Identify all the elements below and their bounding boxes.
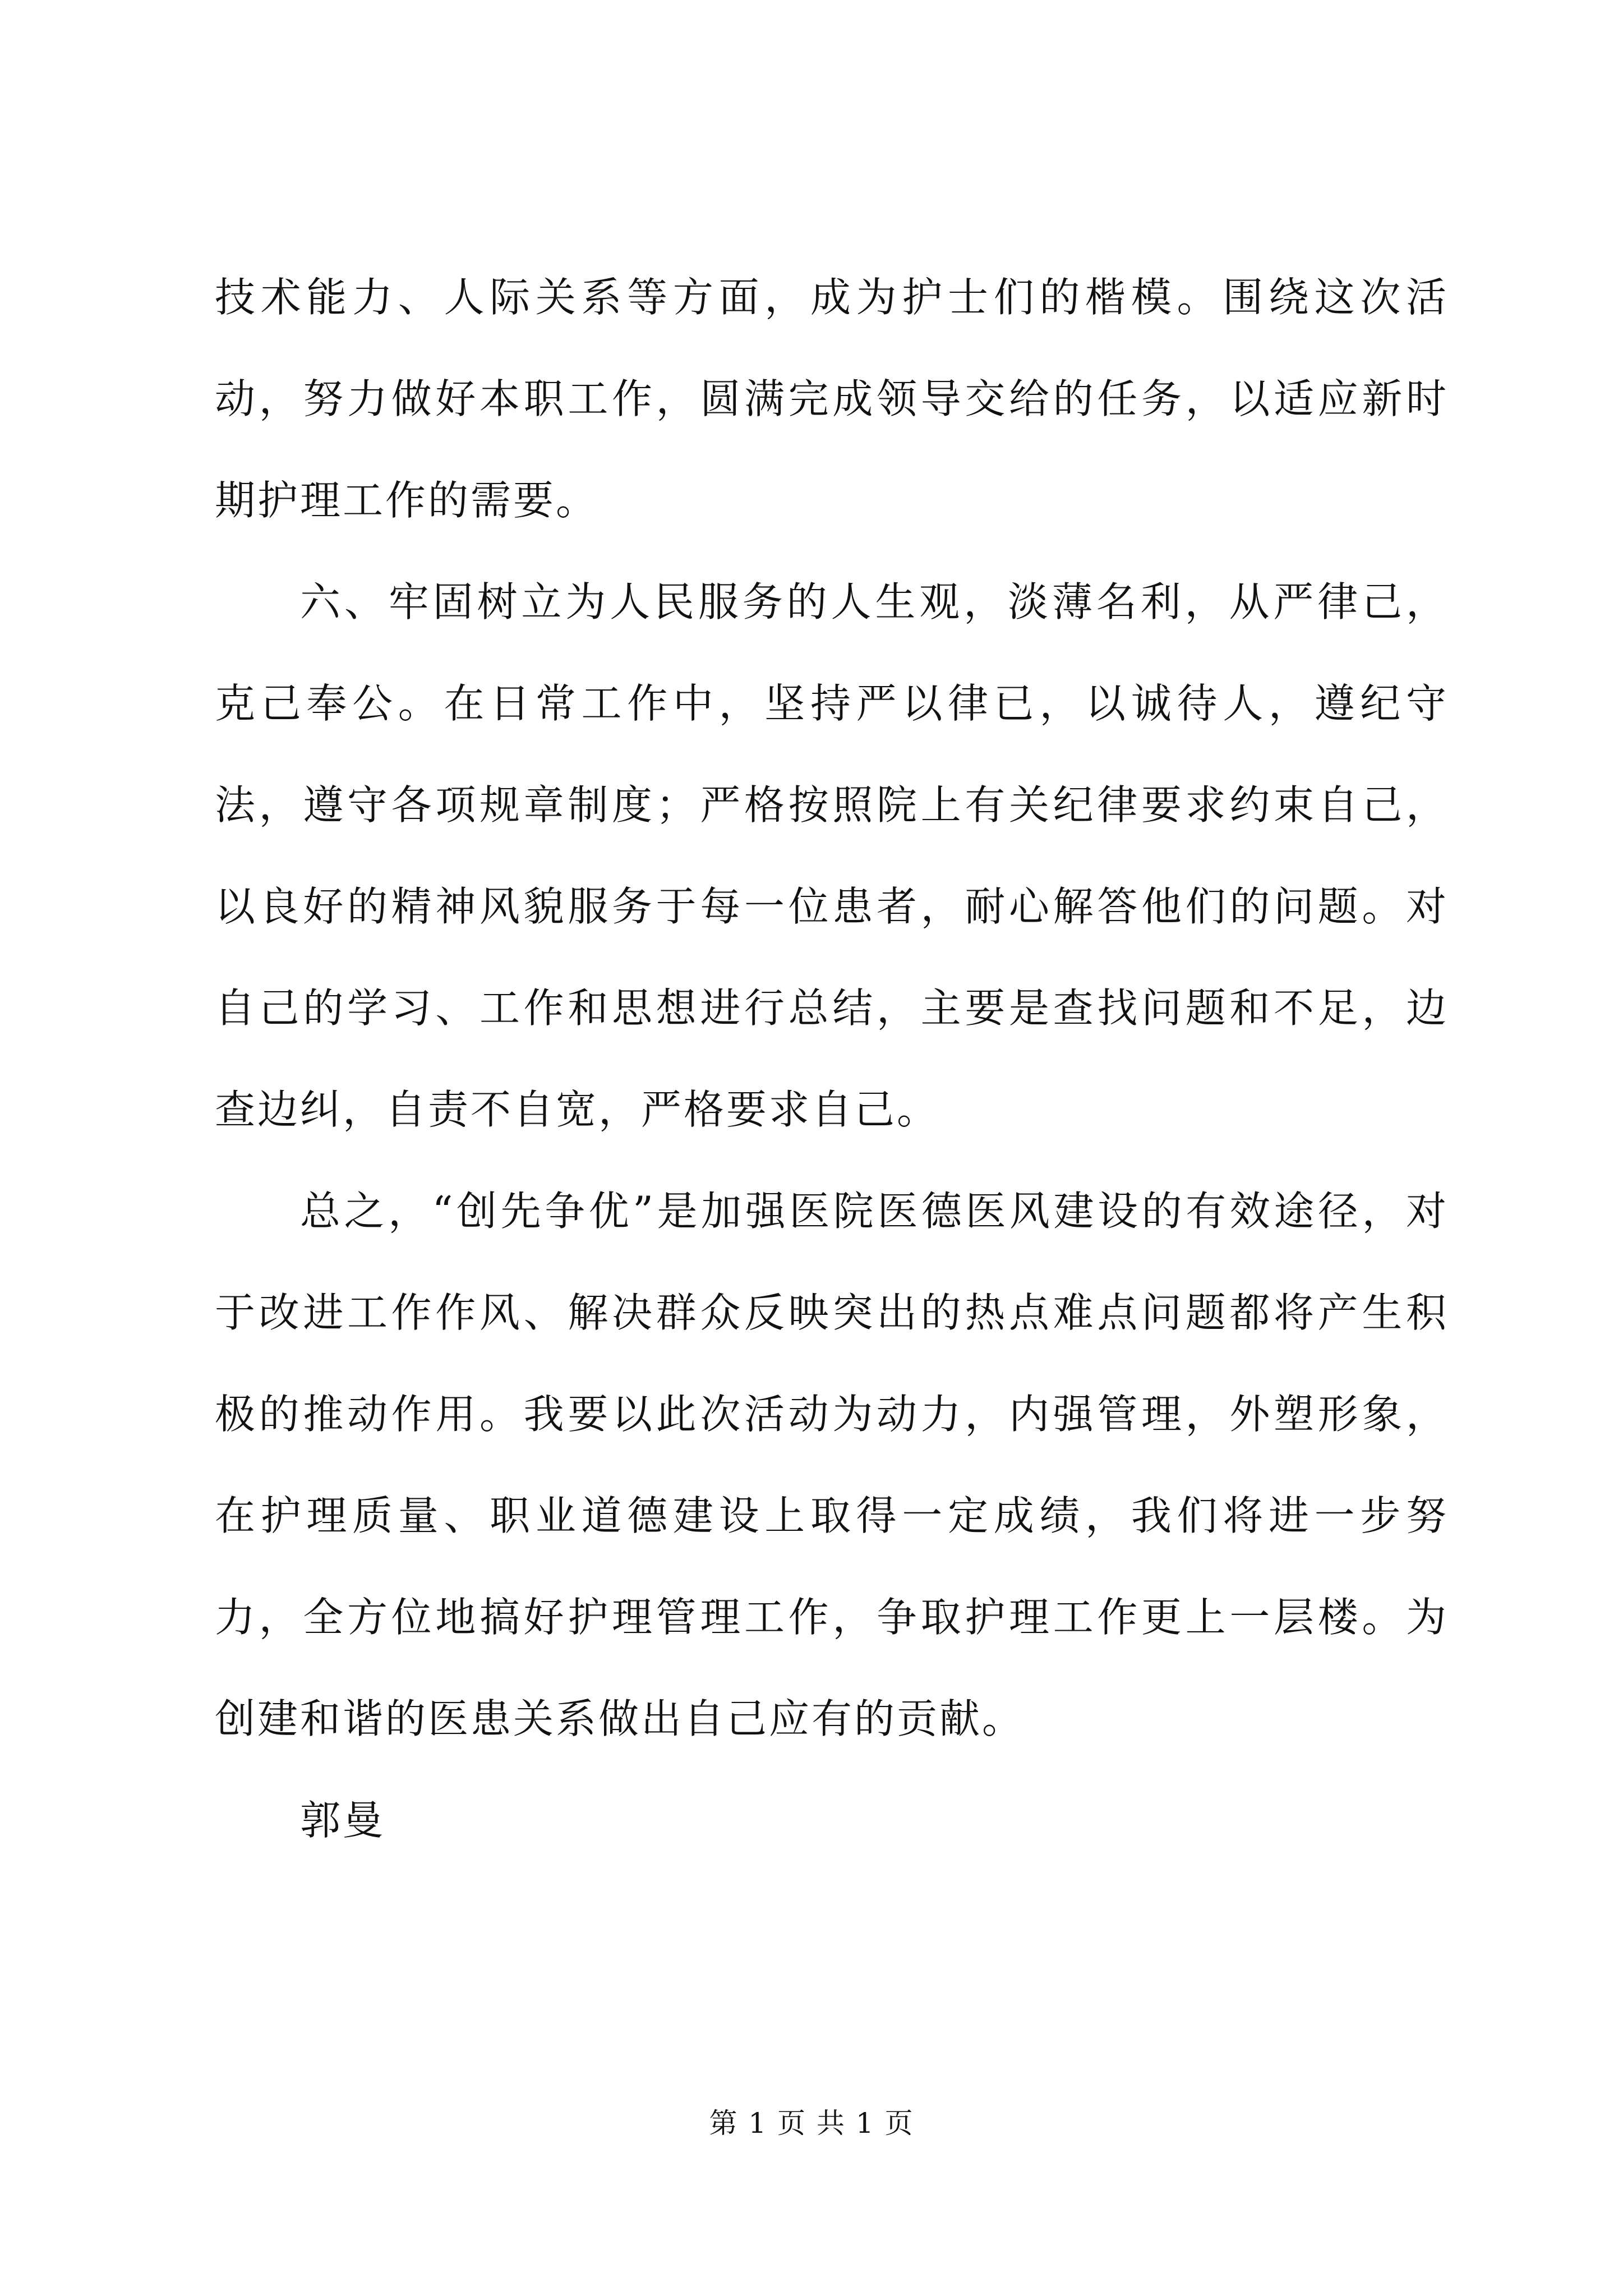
paragraph-continuation: 技术能力、人际关系等方面，成为护士们的楷模。围绕这次活动，努力做好本职工作，圆满完成领导交给的任务，以适应新时期护理工作的需要。 (215, 274, 1449, 524)
document-body (215, 247, 1449, 1871)
paragraph-conclusion: 总之，“创先争优”是加强医院医德医风建设的有效途径，对于改进工作作风、解决群众反映突出的热点难点问题都将产生积极的推动作用。我要以此次活动为动力，内强管理，外塑形象，在护理质量、职业道德建设上取得一定成绩，我们将进一步努力，全方位地搞好护理管理工作，争取护理工作更上一层楼。为创建和谐的医患关系做出自己应有的贡献。 (215, 1188, 1449, 1742)
author-signature: 郭曼 (300, 1797, 386, 1844)
paragraph-section-six: 六、牢固树立为人民服务的人生观，淡薄名利，从严律己，克己奉公。在日常工作中，坚持严以律已，以诚待人，遵纪守法，遵守各项规章制度；严格按照院上有关纪律要求约束自己，以良好的精神风貌服务于每一位患者，耐心解答他们的问题。对自己的学习、工作和思想进行总结，主要是查找问题和不足，边查边纠，自责不自宽，严格要求自己。 (215, 578, 1449, 1133)
page-number-footer: 第 1 页 共 1 页 (709, 2107, 914, 2139)
